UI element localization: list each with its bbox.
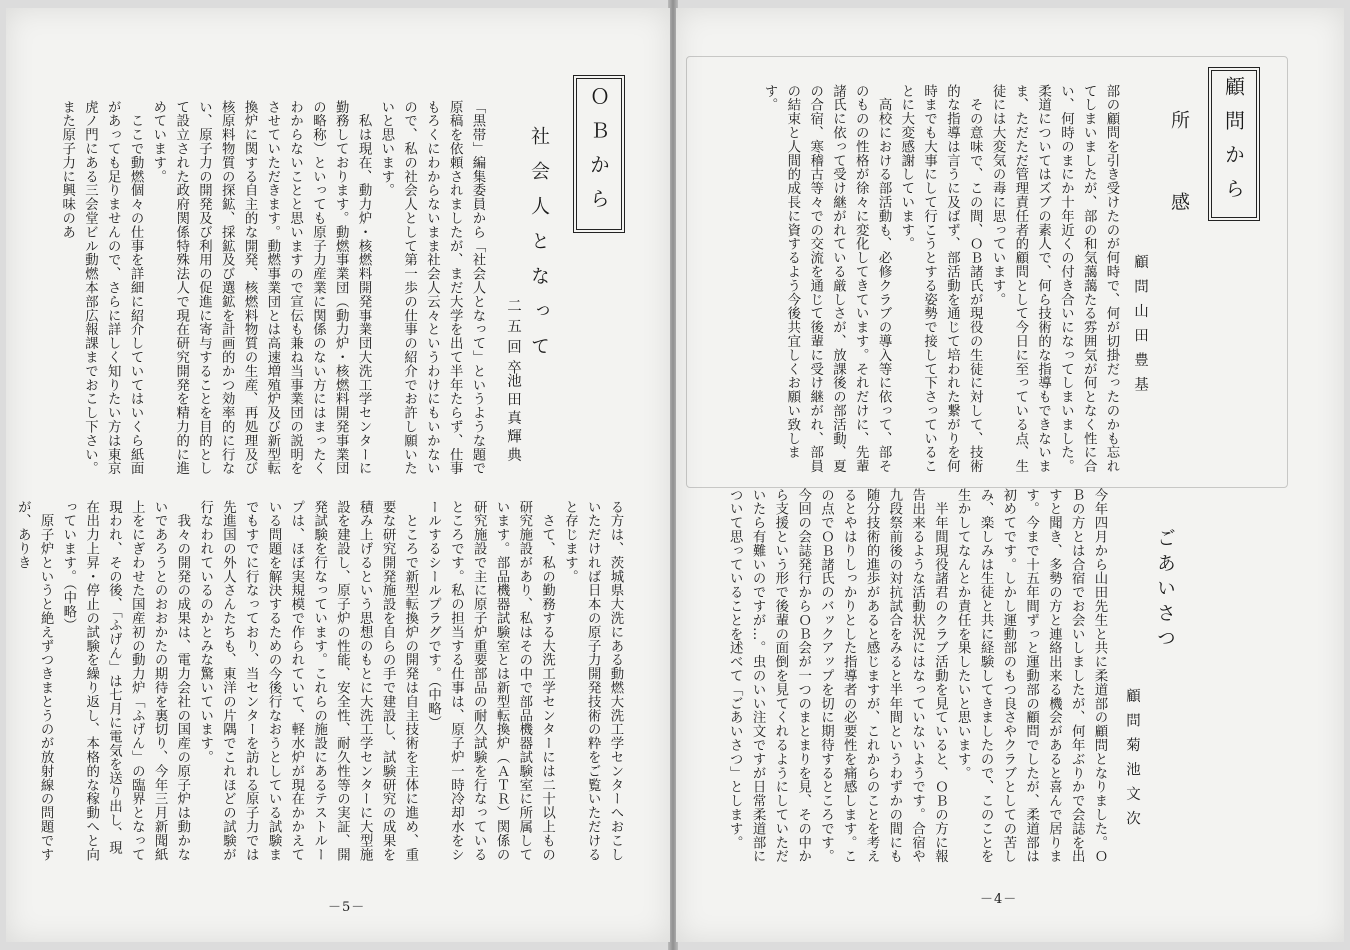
- article-title-left: 社会人となって: [528, 126, 550, 371]
- author-name-left: 池田真輝典: [505, 373, 521, 466]
- section-label-box-right: [1211, 70, 1257, 218]
- page-number-left: －5－: [328, 900, 366, 915]
- page-number-right: －4－: [980, 892, 1018, 907]
- author-class: 二五回卒: [505, 298, 521, 380]
- right-body-2: 今年四月から山田先生と共に柔道部の顧問となりました。ＯＢの方とは合宿でお会いしましたが、何年ぶりかで会誌を出すと聞き、多勢の方と連絡出来る機会があると喜んで居ります。今まで十五年間ずっと運動部の顧問でしたが、柔道部は初めてです。しかし運動部のもつ良さやクラブとしての苦しみ、楽しみは生徒と共に経験してきましたので、このことを生かしてなんとか責任を果したいと思います。 半年間現役諸君のクラブ活動を見ていると、ＯＢの方に報告出来るような活動状況にはなっていないようです。合宿や九段祭前後の対抗試合をみると半年間というわずかの間にも随分技術的進歩があると感じますが、これからのことを考えるとやはりしっかりとした指導者の必要性を痛感します。この点でＯＢ諸氏のバックアップを切に期待するところです。今回の会誌発行からＯＢ会が一つのまとまりを見、その中から支援という形で後輩の面倒を見てくれるようにしていただいたら有難いのですが…。虫のいい注文ですが日常柔道部について思っていることを述べて「ごあいさつ」とします。: [727, 488, 1107, 864]
- article-title-1: 所 感: [1168, 110, 1190, 233]
- article-title-2: ごあいさつ: [1154, 528, 1176, 653]
- author-2: 顧問菊池文次: [1124, 688, 1140, 835]
- left-body-top: 「黒帯」編集委員から「社会人となって」というような題で原稿を依頼されましたが、まだ大学を出て半年たらず、仕事もろくにわからないまま社会人云々というわけにもいかないので、私の社会人として第一歩の仕事の紹介でお許し願いたいと思います。 私は現在、動力炉・核燃料開発事業団大洗工学センターに勤務しております。動燃事業団（動力炉・核燃料開発事業団の略称）といっても原子力産業に関係のない方にはまったくわからないことと思いますので宣伝も兼ね当事業団の説明をさせていただきます。動燃事業団とは高速増殖炉及び新型転換炉に関する自主的な開発、核燃料物質の生産、再処理及び核原料物質の探鉱、採鉱及び選鉱を計画的かつ効率的に行ない、原子力の開発及び利用の促進に寄与することを目的として設立された政府関係特殊法人で現在研究開発を精力的に進めています。 ここで動燃個々の仕事を詳細に紹介していてはいくら紙面があっても足りませんので、さらに詳しく知りたい方は東京虎ノ門にある三会堂ビル動燃本部広報課までおこし下さい。また原子力に興味のあ: [59, 100, 485, 476]
- section-label-box-left: [576, 78, 622, 230]
- right-body-1: 部の顧問を引き受けたのが何時で、何が切掛だったのかも忘れてしまいましたが、部の和気藹藹たる雰囲気が何となく性に合い、何時のまにか十年近くの付き合いになってしまいました。柔道についてはズブの素人で、何ら技術的な指導もできないまま、ただただ管理責任者的顧問として今日に至っている点、生徒には大変気の毒に思っています。 その意味で、この間、ＯＢ諸氏が現役の生徒に対して、技術的な指導は言うに及ばず、部活動を通じて培われた繋がりを何時までも大事にして行こうとする姿勢で接して下さっていることに大変感謝しています。 高校における部活動も、必修クラブの導入等に依って、部そのものの性格が徐々に変化してきています。それだけに、先輩諸氏に依って受け継がれている厳しさが、放課後の部活動、夏の合宿、寒稽古等々での交流を通じて後輩に受け継がれ、部員の結束と人間的成長に資するよう今後共宜しくお願い致します。: [762, 84, 1119, 474]
- left-page: [6, 8, 670, 942]
- author-1: 顧問山田豊基: [1132, 254, 1148, 401]
- section-label-right: 顧問から: [1221, 76, 1246, 212]
- left-body-bottom: る方は、茨城県大洗にある動燃大洗工学センターへおこしいただければ日本の原子力開発技術の粋をご覧いただけると存じます。 さて、私の勤務する大洗工学センターには二十以上もの研究施設があり、私はその中で部品機器試験室に所属しています。部品機器試験室とは新型転換炉（ＡＴＲ）関係の研究施設で主に原子炉重要部品の耐久試験を行なっているところです。私の担当する仕事は、原子炉一時冷却水をシールするシールプラグです。（中略） ところで新型転換炉の開発は自主技術を主体に進め、重要な研究開発施設を自らの手で建設し、試験研究の成果を積み上げるという思想のもとに大洗工学センターに大型施設を建設し、原子炉の性能、安全性、耐久性等の実証、開発試験を行なっています。これらの施設にあるテストループは、ほぼ実規模で作られていて、軽水炉が現在かかえている問題を解決するための今後行なおうとしている試験までもすでに行なっており、当センターを訪れる原子力では先進国の外人さんたちも、東洋の片隅でこれほどの試験が行なわれているのかとみな驚いています。 我々の開発の成果は、電力会社の国産の原子炉は動かないであろうとのおおかたの期待を裏切り、今年三月新聞紙上をにぎわせた国産初の動力炉「ふげん」の臨界となって現われ、その後、「ふげん」は七月に電気を送り出し、現在出力上昇・停止の試験を繰り返し、本格的な稼動へと向っています。（中略） 原子炉というと絶えずつきまとうのが放射線の問題ですが、ありき: [15, 500, 623, 862]
- right-page: [676, 8, 1344, 942]
- section-label-left: ＯＢから: [586, 86, 611, 222]
